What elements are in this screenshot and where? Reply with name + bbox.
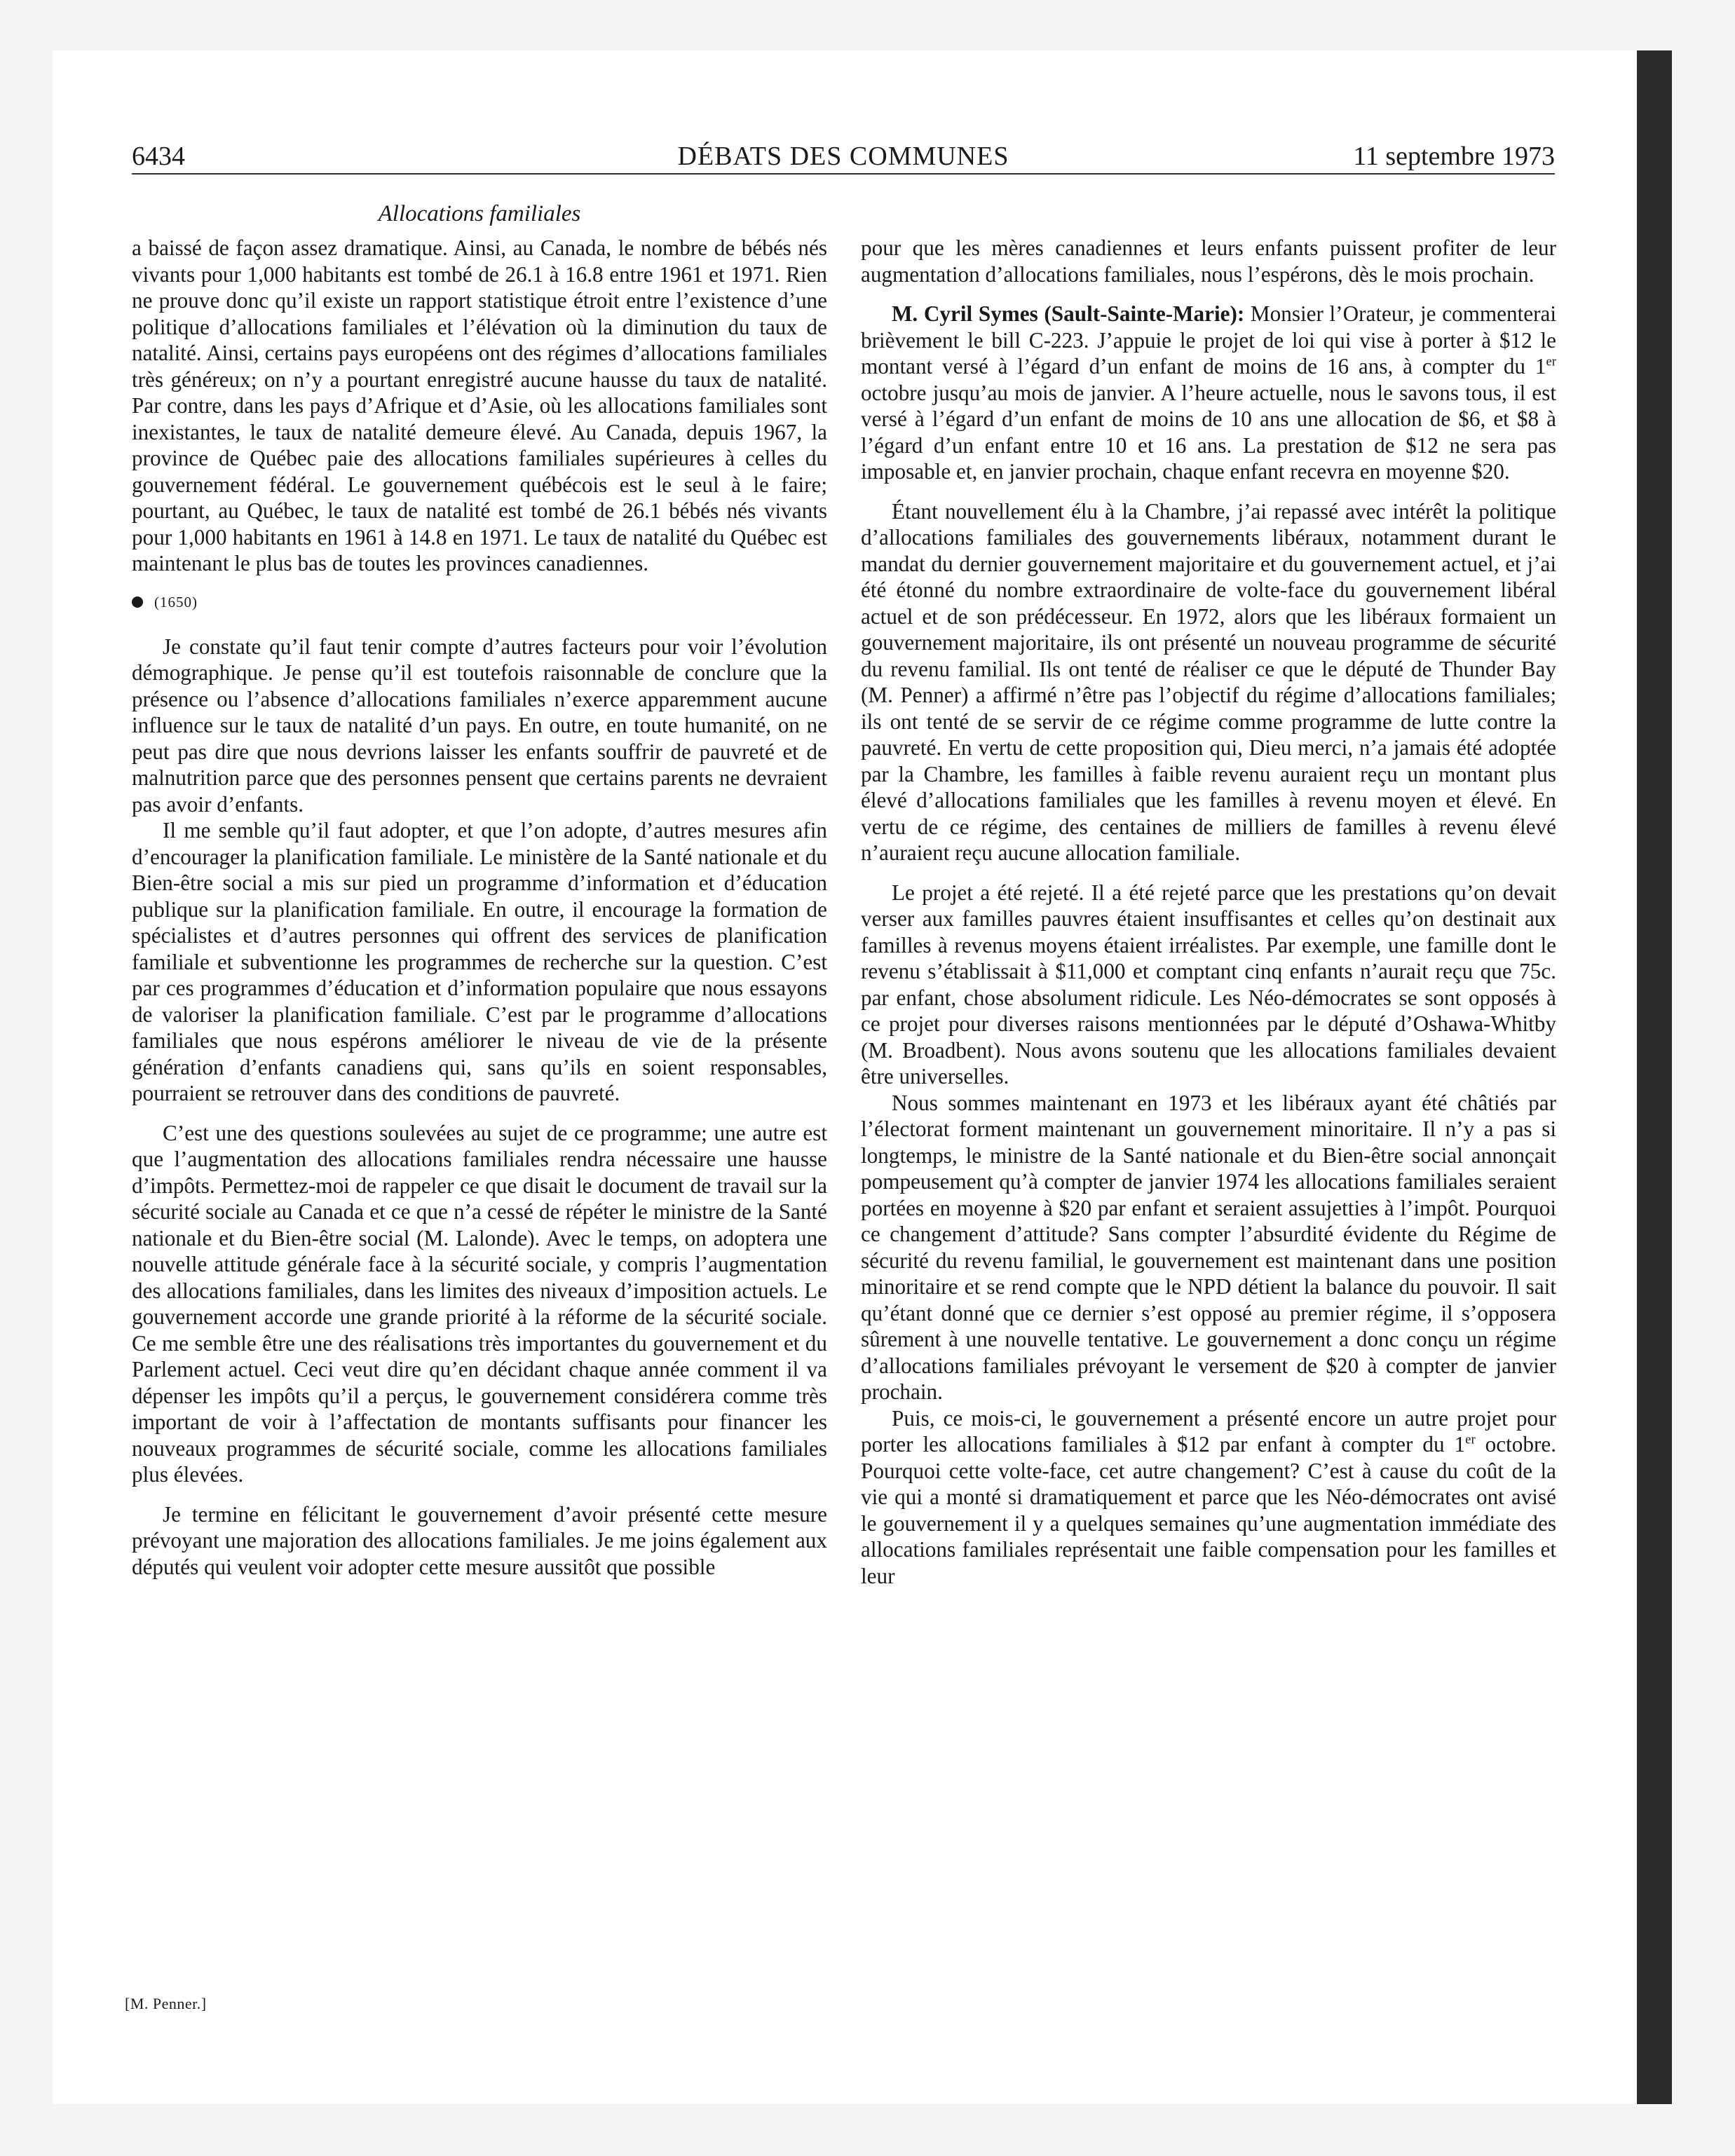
paragraph: Je constate qu’il faut tenir compte d’autres facteurs pour voir l’évolution démographique. Je pense qu’il est toutefois raisonnable de conclure que la présence ou l’absence d’allocations familiales n’exerce apparemment aucune influence sur le taux de natalité d’un pays. En outre, en toute humanité, on ne peut pas dire que nous devrions laisser les enfants souffrir de pauvreté et de malnutrition parce que des personnes pensent que certains parents ne devraient pas avoir d’enfants. bbox=[132, 634, 827, 817]
paragraph-text: Monsier l’Orateur, je commenterai brièvement le bill C-223. J’appuie le projet de loi qui vise à porter à $12 le montant versé à l’égard d’un enfant de moins de 16 ans, à compter du 1 bbox=[861, 301, 1556, 378]
speaker-name: M. Cyril Symes (Sault-Sainte-Marie): bbox=[892, 301, 1245, 326]
paragraph: Le projet a été rejeté. Il a été rejeté parce que les prestations qu’on devait verser aux familles pauvres étaient insuffisantes et celles qu’on destinait aux familles à revenus moyens étaient irréalistes. Par exemple, une famille dont le revenu s’établissait à $11,000 et comptant cinq enfants n’aurait reçu que 75c. par enfant, chose absolument ridicule. Les Néo-démocrates se sont opposés à ce projet pour diverses raisons mentionnées par le député d’Oshawa-Whitby (M. Broadbent). Nous avons soutenu que les allocations familiales devaient être universelles. bbox=[861, 880, 1556, 1089]
paragraph-text: octobre jusqu’au mois de janvier. A l’heure actuelle, nous le savons tous, il est versé à l’égard d’un enfant de moins de 10 ans une allocation de $6, et $8 à l’égard d’un enfant entre 10 et 16 ans. La prestation de $12 ne sera pas imposable et, en janvier prochain, chaque enfant recevra en moyenne $20. bbox=[861, 380, 1556, 484]
paragraph bbox=[861, 1405, 1556, 1590]
paragraph: Nous sommes maintenant en 1973 et les libéraux ayant été châtiés par l’électorat forment maintenant un gouvernement minoritaire. Il n’y a pas si longtemps, le ministre de la Santé nationale et du Bien-être social annonçait pompeusement qu’à compter de janvier 1974 les allocations familiales seraient portées en moyenne à $20 par enfant et seraient assujetties à l’impôt. Pourquoi ce changement d’attitude? Sans compter l’absurdité évidente du Régime de sécurité du revenu familial, le gouvernement est maintenant dans une position minoritaire et se rend compte que le NPD détient la balance du pouvoir. Il sait qu’étant donné que ce dernier s’est opposé au premier régime, il s’opposera sûrement à une nouvelle tentative. Le gouvernement a donc conçu un régime d’allocations familiales prévoyant le versement de $20 à compter de janvier prochain. bbox=[861, 1090, 1556, 1404]
paragraph: Étant nouvellement élu à la Chambre, j’ai repassé avec intérêt la politique d’allocations familiales des gouvernements libéraux, notamment durant le mandat du dernier gouvernement majoritaire et du gouvernement actuel, et j’ai été étonné du nombre extraordinaire de volte-face du gouvernement libéral actuel et de son prédécesseur. En 1972, alors que les libéraux formaient un gouvernement majoritaire, ils ont présenté un nouveau programme de sécurité du revenu familial. Ils ont tenté de réaliser ce que le député de Thunder Bay (M. Penner) a affirmé n’être pas l’objectif du régime d’allocations familiales; ils ont tenté de se servir de ce régime comme programme de lutte contre la pauvreté. En vertu de cette proposition qui, Dieu merci, n’a jamais été adoptée par la Chambre, les familles à faible revenu auraient reçu un montant plus élevé d’allocations familiales que les familles à revenu moyen et élevé. En vertu de ce régime, des centaines de milliers de familles à revenu élevé n’auraient reçu aucune allocation familiale. bbox=[861, 498, 1556, 865]
superscript: er bbox=[1546, 354, 1556, 369]
page-header bbox=[132, 142, 1555, 175]
bullet-icon bbox=[132, 596, 143, 608]
journal-title: DÉBATS DES COMMUNES bbox=[677, 142, 1009, 171]
paragraph: C’est une des questions soulevées au sujet de ce programme; une autre est que l’augmentation des allocations familiales rendra nécessaire une hausse d’impôts. Permettez-moi de rappeler ce que disait le document de travail sur la sécurité sociale au Canada et ce que n’a cessé de répéter le ministre de la Santé nationale et du Bien-être social (M. Lalonde). Avec le temps, on adoptera une nouvelle attitude générale face à la sécurité sociale, y compris l’augmentation des allocations familiales, dans les limites des niveaux d’imposition actuels. Le gouvernement accorde une grande priorité à la réforme de la sécurité sociale. Ce me semble être une des réalisations très importantes du gouvernement et du Parlement actuel. Ceci veut dire qu’en décidant chaque année comment il va dépenser les impôts qu’il a perçus, le gouvernement considérera comme très important de voir à l’affectation de montants suffisants pour financer les nouveaux programmes de sécurité sociale, comme les allocations familiales plus élevées. bbox=[132, 1120, 827, 1487]
scan-edge-bar bbox=[1637, 50, 1672, 2104]
speaker-paragraph bbox=[861, 301, 1556, 485]
section-title: Allocations familiales bbox=[378, 201, 581, 226]
paragraph: Il me semble qu’il faut adopter, et que l’on adopte, d’autres mesures afin d’encourager la planification familiale. Le ministère de la Santé nationale et du Bien-être social a mis sur pied un programme d’information et d’éducation publique sur la planification familiale. En outre, il encourage la formation de spécialistes et d’autres personnes qui offrent des services de planification familiale et subventionne les programmes de recherche sur la question. C’est par ces programmes d’éducation et d’information populaire que nous essayons de valoriser la planification familiale. C’est par le programme d’allocations familiales que nous espérons améliorer le niveau de vie de la présente génération d’enfants canadiens qui, sans qu’ils en soient responsables, pourraient se retrouver dans des conditions de pauvreté. bbox=[132, 818, 827, 1105]
paragraph: Je termine en félicitant le gouvernement d’avoir présenté cette mesure prévoyant une majoration des allocations familiales. Je me joins également aux députés qui veulent voir adopter cette mesure aussitôt que possible bbox=[132, 1501, 827, 1579]
issue-date: 11 septembre 1973 bbox=[1353, 142, 1555, 171]
time-marker-label: (1650) bbox=[154, 593, 198, 610]
paragraph-text: Puis, ce mois-ci, le gouvernement a présenté encore un autre projet pour porter les allocations familiales à $12 par enfant à compter du 1 bbox=[861, 1405, 1556, 1456]
time-marker bbox=[132, 590, 827, 614]
page-number: 6434 bbox=[132, 142, 185, 171]
superscript: er bbox=[1465, 1432, 1476, 1447]
speaker-footnote: [M. Penner.] bbox=[125, 1995, 207, 2012]
paragraph: a baissé de façon assez dramatique. Ainsi, au Canada, le nombre de bébés nés vivants pour 1,000 habitants est tombé de 26.1 à 16.8 entre 1961 et 1971. Rien ne prouve donc qu’il existe un rapport statistique étroit entre l’existence d’une politique d’allocations familiales et l’élévation où la diminution du taux de natalité. Ainsi, certains pays européens ont des régimes d’allocations familiales très généreux; on n’y a pourtant enregistré aucune hausse du taux de natalité. Par contre, dans les pays d’Afrique et d’Asie, où les allocations familiales sont inexistantes, le taux de natalité demeure élevé. Au Canada, depuis 1967, la province de Québec paie des allocations familiales supérieures à celles du gouvernement fédéral. Le gouvernement québécois est le seul à le faire; pourtant, au Québec, le taux de natalité est tombé de 26.1 bébés nés vivants pour 1,000 habitants en 1961 à 14.8 en 1971. Le taux de natalité du Québec est maintenant le plus bas de toutes les provinces canadiennes. bbox=[132, 236, 827, 575]
right-column bbox=[861, 235, 1556, 1602]
left-column bbox=[132, 235, 827, 1593]
paragraph-text: octobre. Pourquoi cette volte-face, cet autre changement? C’est à cause du coût de la vie qui a monté si dramatiquement et parce que les Néo-démocrates ont avisé le gouvernement il y a quelques semaines qu’une augmentation immédiate des allocations familiales représentait une faible compensation pour les familles et leur bbox=[861, 1432, 1556, 1588]
paragraph: pour que les mères canadiennes et leurs enfants puissent profiter de leur augmentation d’allocations familiales, nous l’espérons, dès le mois prochain. bbox=[861, 236, 1556, 287]
